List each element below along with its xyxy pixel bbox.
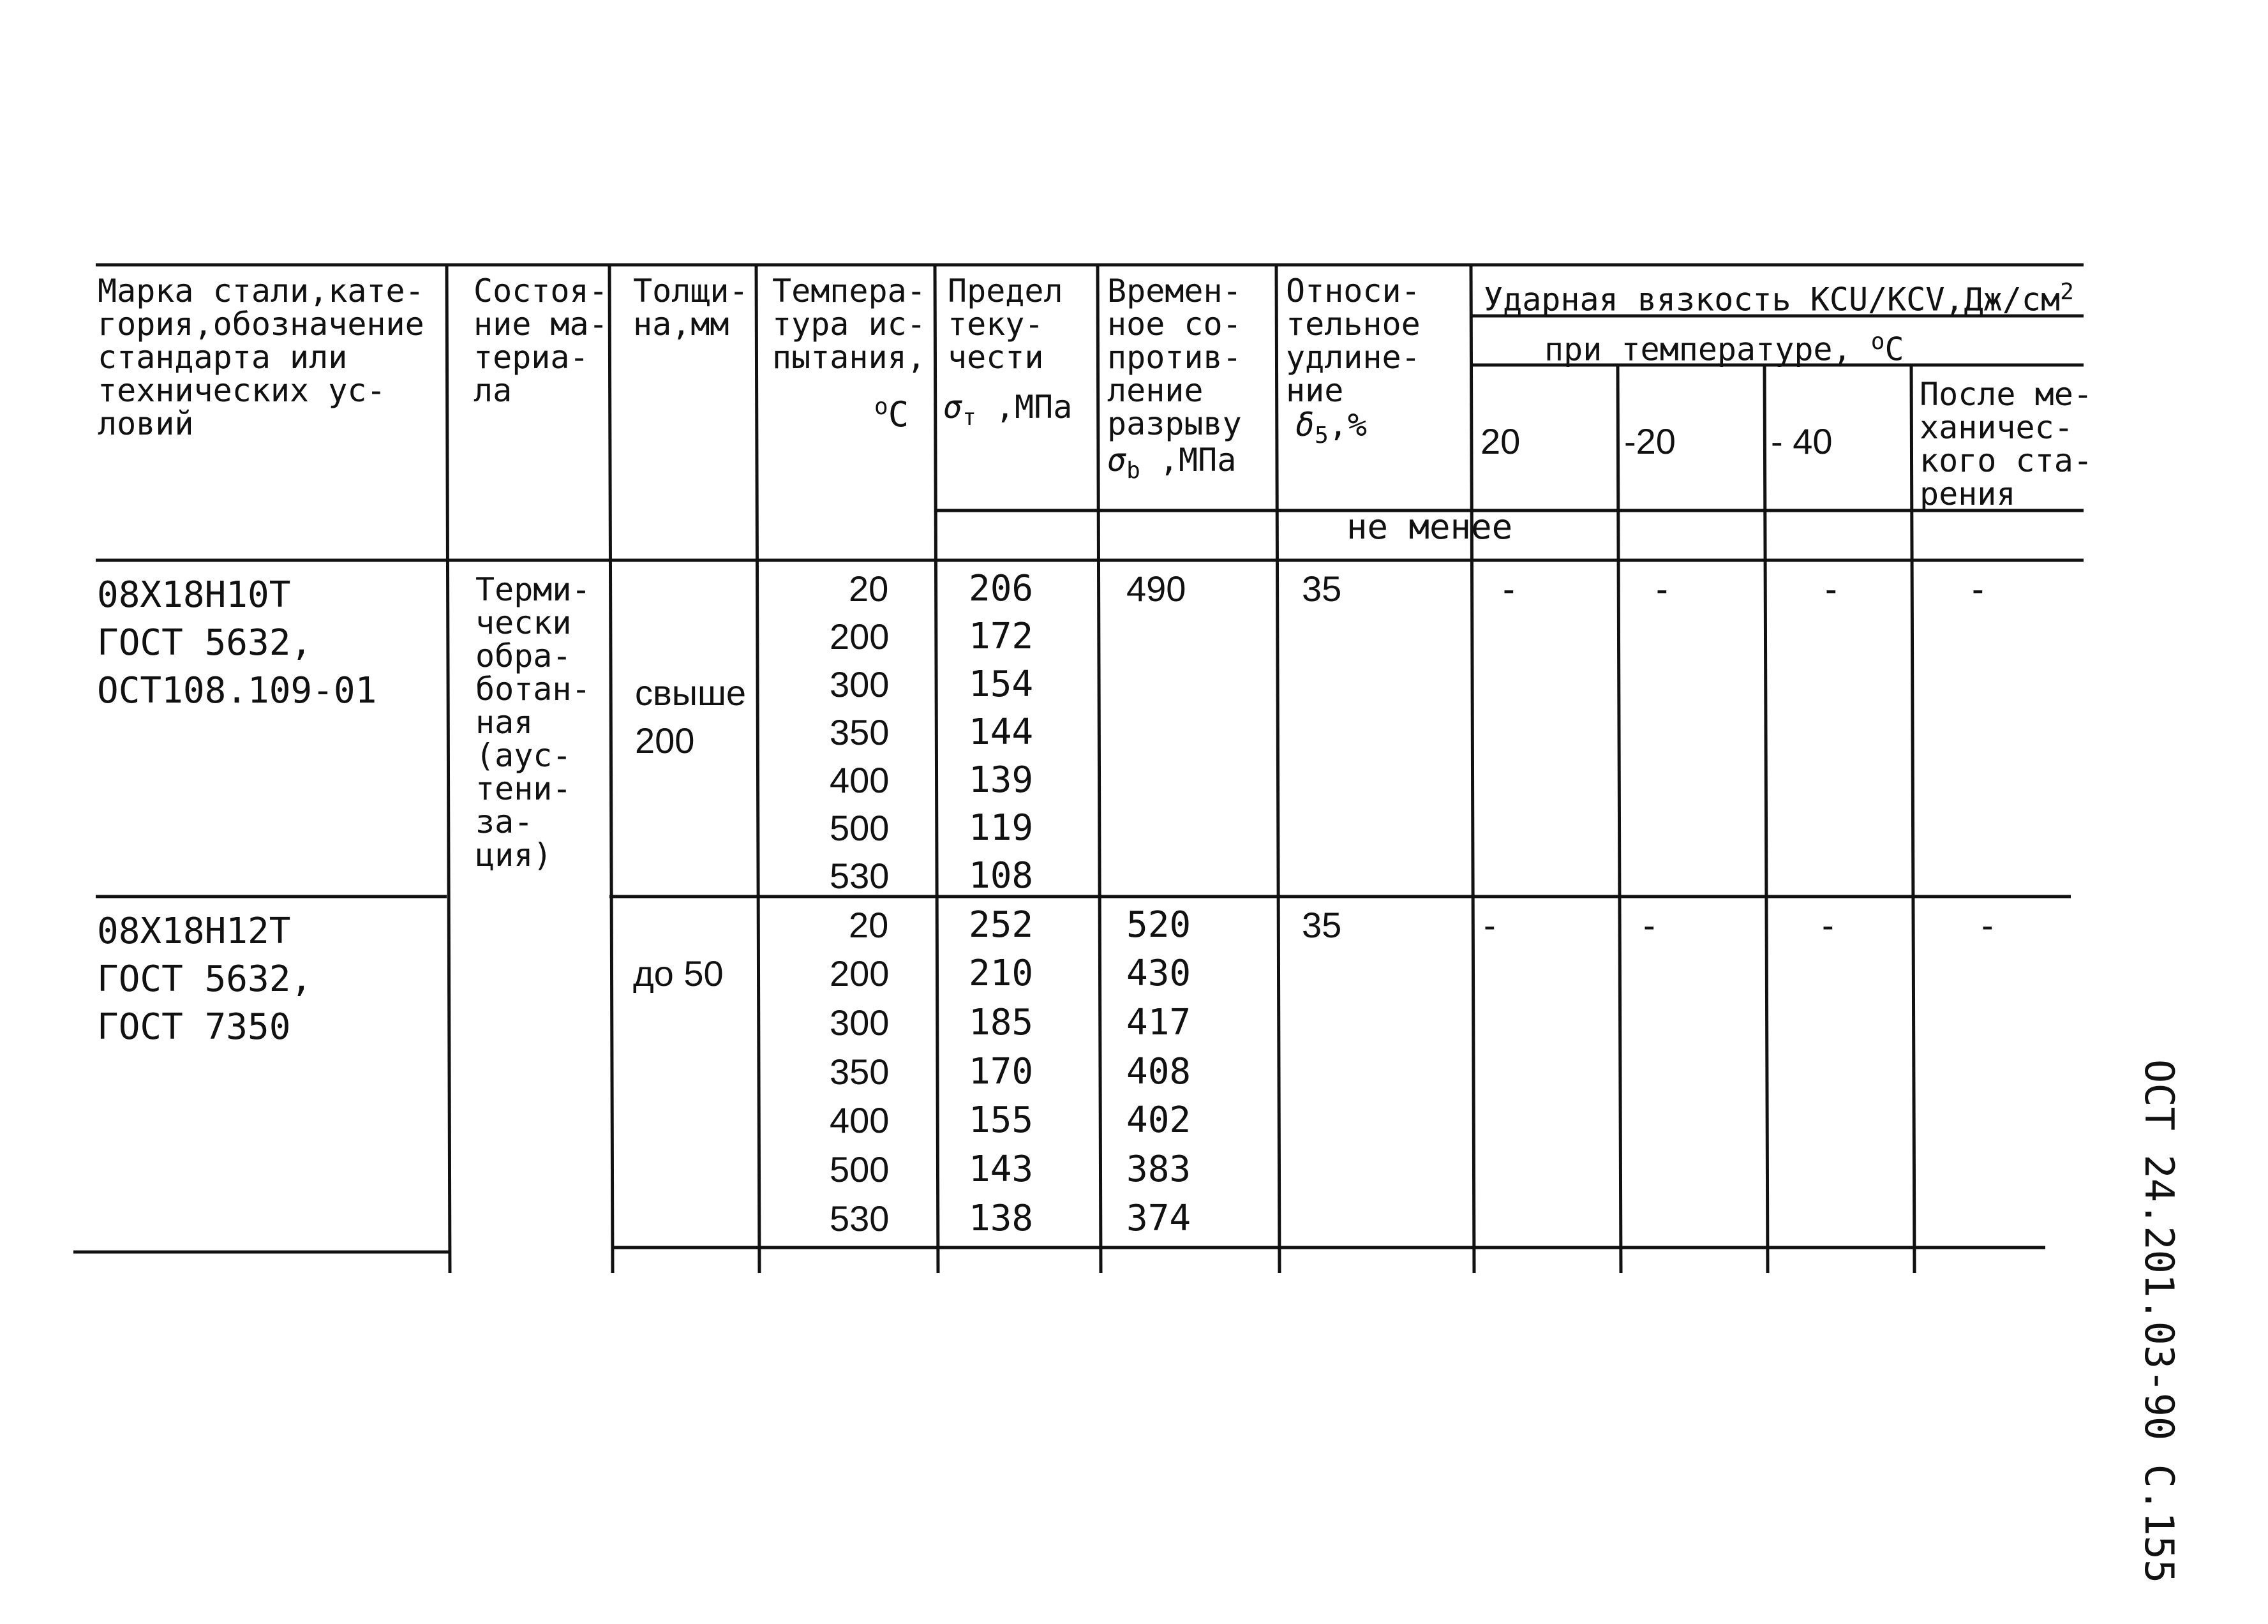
tensile-2-2: 430: [1126, 953, 1191, 994]
header-elongation-symbol: $\delta_5,\%$: [1295, 406, 1368, 449]
impact-1-20: -: [1503, 569, 1515, 609]
yield-1-3: 154: [969, 664, 1034, 705]
yield-2-2: 210: [969, 953, 1034, 994]
temp-2-3: 300: [830, 1002, 890, 1043]
yield-2-5: 155: [969, 1099, 1034, 1141]
header-temp-minus-20: -20: [1624, 421, 1676, 461]
yield-1-2: 172: [969, 616, 1034, 657]
thickness-1: свыше 200: [635, 673, 747, 761]
impact-2-after-aging: -: [1981, 905, 1994, 945]
header-after-aging: После ме- ханичес- кого ста- рения: [1920, 376, 2093, 512]
yield-1-1: 206: [969, 568, 1034, 609]
impact-1-minus-40: -: [1825, 569, 1837, 609]
thickness-2: до 50: [633, 953, 724, 994]
temp-1-3: 300: [830, 664, 890, 704]
tensile-2-1: 520: [1126, 904, 1191, 946]
yield-2-3: 185: [969, 1002, 1034, 1043]
temp-2-6: 500: [830, 1149, 890, 1189]
header-temp-minus-40: - 40: [1771, 421, 1833, 461]
impact-1-minus-20: -: [1656, 569, 1668, 609]
header-impact-temp: при температуре, $^о$С: [1544, 329, 1904, 368]
yield-1-4: 144: [969, 711, 1034, 753]
header-state: Состоя- ние ма- териа- ла: [474, 272, 608, 409]
yield-1-7: 108: [969, 855, 1034, 897]
elongation-1: 35: [1302, 569, 1342, 609]
temp-2-1: 20: [849, 905, 889, 945]
elongation-2: 35: [1302, 905, 1342, 945]
header-impact: Ударная вязкость KCU/$KCV,Дж/см^2$: [1484, 279, 2074, 318]
yield-2-7: 138: [969, 1198, 1034, 1239]
tensile-2-7: 374: [1126, 1198, 1191, 1239]
impact-2-minus-40: -: [1822, 905, 1834, 945]
yield-1-6: 119: [969, 807, 1034, 849]
header-not-less: не менее: [1347, 507, 1513, 547]
header-tensile: Времен- ное со- против- ление разрыву: [1107, 272, 1242, 442]
temp-1-7: 530: [830, 856, 890, 896]
tensile-2-6: 383: [1126, 1149, 1191, 1190]
document-code: ОСТ 24.201.03-90 С.155: [2136, 1059, 2182, 1584]
temp-2-2: 200: [830, 953, 890, 994]
temp-1-6: 500: [830, 808, 890, 848]
yield-1-5: 139: [969, 759, 1034, 801]
header-grade: Марка стали,кате- гория,обозначение стандарта или технических ус- ловий: [98, 272, 424, 442]
grade-2: 08Х18Н12Т ГОСТ 5632, ГОСТ 7350: [97, 911, 313, 1048]
header-yield-symbol: $\sigma_т$ ,МПа: [943, 389, 1073, 431]
temp-2-5: 400: [830, 1100, 890, 1140]
header-yield: Предел теку- чести: [948, 272, 1063, 376]
yield-2-6: 143: [969, 1149, 1034, 1190]
header-test-temp: Темпера- тура ис- пытания,: [772, 272, 926, 376]
header-thickness: Толщи- на,мм: [633, 272, 749, 343]
tensile-2-5: 402: [1126, 1099, 1191, 1141]
impact-2-minus-20: -: [1643, 905, 1655, 945]
temp-1-4: 350: [830, 712, 890, 752]
temp-2-4: 350: [830, 1052, 890, 1092]
header-temp-20: 20: [1481, 421, 1521, 461]
tensile-2-3: 417: [1126, 1002, 1191, 1043]
tensile-2-4: 408: [1126, 1051, 1191, 1092]
temp-2-7: 530: [830, 1198, 890, 1239]
yield-2-1: 252: [969, 904, 1034, 946]
temp-1-5: 400: [830, 760, 890, 800]
impact-1-after-aging: -: [1972, 569, 1984, 609]
header-tensile-symbol: $\sigma_b$ ,МПа: [1107, 442, 1237, 484]
state-1: Терми- чески обра- ботан- ная (аус- тени- за- ция): [475, 571, 591, 874]
impact-2-20: -: [1484, 905, 1496, 945]
tensile-1-1: 490: [1126, 569, 1186, 609]
header-elongation: Относи- тельное удлине- ние: [1286, 272, 1421, 409]
temp-1-2: 200: [830, 616, 890, 657]
grade-1: 08Х18Н10Т ГОСТ 5632, ОСТ108.109-01: [97, 574, 377, 711]
header-test-temp-unit: $^о$С: [874, 394, 909, 435]
temp-1-1: 20: [849, 569, 889, 609]
yield-2-4: 170: [969, 1051, 1034, 1092]
